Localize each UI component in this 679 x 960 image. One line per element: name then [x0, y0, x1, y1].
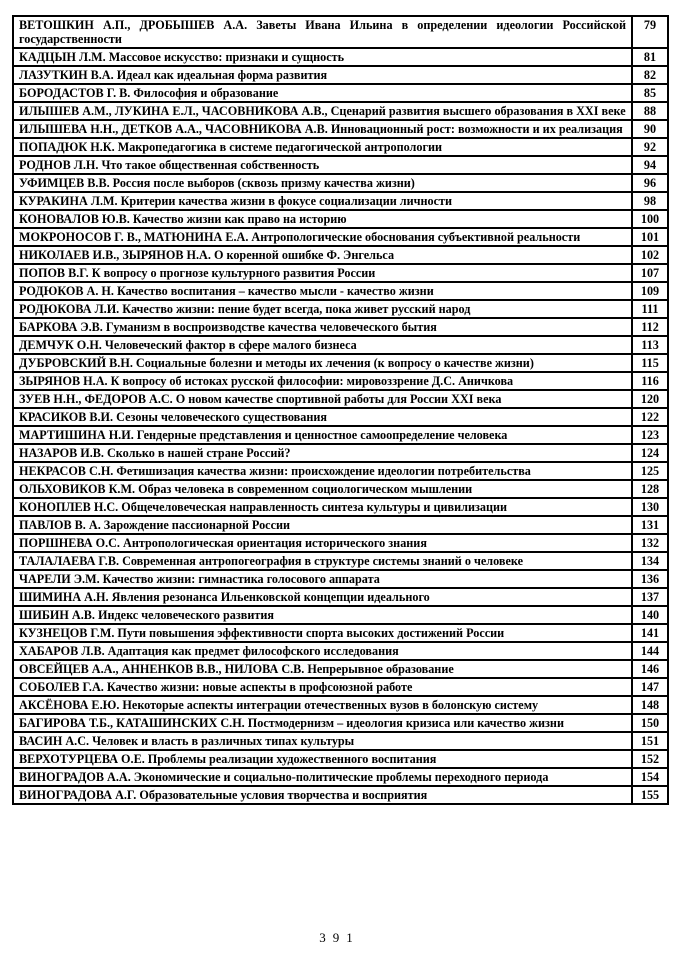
table-row	[13, 408, 668, 426]
table-row	[13, 570, 668, 588]
table-row	[13, 336, 668, 354]
entry-page-number: 111	[632, 300, 668, 318]
entry-text: ИЛЫШЕВ А.М., ЛУКИНА Е.Л., ЧАСОВНИКОВА А.В., Сценарий развития высшего образования в XXI веке	[13, 102, 632, 120]
footer-page-number: 391	[319, 930, 360, 945]
entry-text: ДЕМЧУК О.Н. Человеческий фактор в сфере малого бизнеса	[13, 336, 632, 354]
entry-page-number: 144	[632, 642, 668, 660]
entry-page-number: 102	[632, 246, 668, 264]
entry-page-number: 116	[632, 372, 668, 390]
entry-page-number: 109	[632, 282, 668, 300]
entry-page-number: 107	[632, 264, 668, 282]
entry-page-number: 82	[632, 66, 668, 84]
table-row	[13, 768, 668, 786]
entry-text: СОБОЛЕВ Г.А. Качество жизни: новые аспекты в профсоюзной работе	[13, 678, 632, 696]
table-row	[13, 552, 668, 570]
entry-text: ПАВЛОВ В. А. Зарождение пассионарной России	[13, 516, 632, 534]
entry-page-number: 140	[632, 606, 668, 624]
table-row	[13, 318, 668, 336]
entry-text: БАРКОВА Э.В. Гуманизм в воспроизводстве качества человеческого бытия	[13, 318, 632, 336]
table-row	[13, 498, 668, 516]
entry-text: БОРОДАСТОВ Г. В. Философия и образование	[13, 84, 632, 102]
entry-page-number: 88	[632, 102, 668, 120]
entry-text: ПОПАДЮК Н.К. Макропедагогика в системе педагогической антропологии	[13, 138, 632, 156]
entry-text: НИКОЛАЕВ И.В., ЗЫРЯНОВ Н.А. О коренной ошибке Ф. Энгельса	[13, 246, 632, 264]
table-row	[13, 192, 668, 210]
entry-text: МАРТИШИНА Н.И. Гендерные представления и ценностное самоопределение человека	[13, 426, 632, 444]
entry-text: ОЛЬХОВИКОВ К.М. Образ человека в современном социологическом мышлении	[13, 480, 632, 498]
entry-text: РОДНОВ Л.Н. Что такое общественная собственность	[13, 156, 632, 174]
entry-page-number: 100	[632, 210, 668, 228]
table-row	[13, 120, 668, 138]
entry-text: КАДЦЫН Л.М. Массовое искусство: признаки и сущность	[13, 48, 632, 66]
entry-text: ТАЛАЛАЕВА Г.В. Современная антропогеография в структуре системы знаний о человеке	[13, 552, 632, 570]
table-row	[13, 732, 668, 750]
entry-text: КУЗНЕЦОВ Г.М. Пути повышения эффективности спорта высоких достижений России	[13, 624, 632, 642]
entry-text: РОДЮКОВА Л.И. Качество жизни: пение будет всегда, пока живет русский народ	[13, 300, 632, 318]
table-row	[13, 642, 668, 660]
table-row	[13, 138, 668, 156]
entry-page-number: 112	[632, 318, 668, 336]
table-row	[13, 372, 668, 390]
entry-text: РОДЮКОВ А. Н. Качество воспитания – качество мысли - качество жизни	[13, 282, 632, 300]
entry-page-number: 125	[632, 462, 668, 480]
toc-table	[12, 15, 669, 805]
entry-text: ПОПОВ В.Г. К вопросу о прогнозе культурного развития России	[13, 264, 632, 282]
entry-text: ШИБИН А.В. Индекс человеческого развития	[13, 606, 632, 624]
entry-page-number: 92	[632, 138, 668, 156]
entry-page-number: 90	[632, 120, 668, 138]
table-row	[13, 786, 668, 804]
entry-text: ВЕРХОТУРЦЕВА О.Е. Проблемы реализации художественного воспитания	[13, 750, 632, 768]
table-row	[13, 174, 668, 192]
entry-text: МОКРОНОСОВ Г. В., МАТЮНИНА Е.А. Антропологические обоснования субъективной реальности	[13, 228, 632, 246]
entry-page-number: 94	[632, 156, 668, 174]
table-row	[13, 84, 668, 102]
table-row	[13, 516, 668, 534]
entry-page-number: 115	[632, 354, 668, 372]
entry-text: ХАБАРОВ Л.В. Адаптация как предмет философского исследования	[13, 642, 632, 660]
entry-text: НАЗАРОВ И.В. Сколько в нашей стране Россий?	[13, 444, 632, 462]
toc-body	[13, 16, 668, 804]
entry-text: ЗЫРЯНОВ Н.А. К вопросу об истоках русской философии: мировоззрение Д.С. Аничкова	[13, 372, 632, 390]
entry-text: КОНОВАЛОВ Ю.В. Качество жизни как право на историю	[13, 210, 632, 228]
entry-page-number: 79	[632, 16, 668, 48]
entry-page-number: 113	[632, 336, 668, 354]
table-row	[13, 696, 668, 714]
entry-page-number: 120	[632, 390, 668, 408]
table-row	[13, 390, 668, 408]
entry-page-number: 123	[632, 426, 668, 444]
entry-page-number: 154	[632, 768, 668, 786]
entry-text: ВЕТОШКИН А.П., ДРОБЫШЕВ А.А. Заветы Ивана Ильина в определении идеологии Российской государственности	[13, 16, 632, 48]
table-row	[13, 624, 668, 642]
entry-text: ЗУЕВ Н.Н., ФЕДОРОВ А.С. О новом качестве спортивной работы для России XXI века	[13, 390, 632, 408]
table-row	[13, 228, 668, 246]
table-row	[13, 102, 668, 120]
entry-text: ОВСЕЙЦЕВ А.А., АННЕНКОВ В.В., НИЛОВА С.В. Непрерывное образование	[13, 660, 632, 678]
entry-text: НЕКРАСОВ С.Н. Фетишизация качества жизни: происхождение идеологии потребительства	[13, 462, 632, 480]
table-row	[13, 588, 668, 606]
entry-text: ВИНОГРАДОВА А.Г. Образовательные условия творчества и восприятия	[13, 786, 632, 804]
entry-text: ШИМИНА А.Н. Явления резонанса Ильенковской концепции идеального	[13, 588, 632, 606]
entry-page-number: 148	[632, 696, 668, 714]
table-row	[13, 282, 668, 300]
table-row	[13, 156, 668, 174]
entry-page-number: 151	[632, 732, 668, 750]
entry-page-number: 134	[632, 552, 668, 570]
entry-page-number: 141	[632, 624, 668, 642]
entry-text: КОНОПЛЕВ Н.С. Общечеловеческая направленность синтеза культуры и цивилизации	[13, 498, 632, 516]
table-row	[13, 354, 668, 372]
entry-text: КРАСИКОВ В.И. Сезоны человеческого существования	[13, 408, 632, 426]
table-row	[13, 264, 668, 282]
entry-page-number: 85	[632, 84, 668, 102]
entry-page-number: 150	[632, 714, 668, 732]
table-row	[13, 48, 668, 66]
table-row	[13, 714, 668, 732]
entry-page-number: 128	[632, 480, 668, 498]
entry-text: ВИНОГРАДОВ А.А. Экономические и социально-политические проблемы переходного периода	[13, 768, 632, 786]
table-row	[13, 534, 668, 552]
table-row	[13, 210, 668, 228]
table-row	[13, 678, 668, 696]
table-row	[13, 66, 668, 84]
table-row	[13, 462, 668, 480]
table-row	[13, 660, 668, 678]
entry-text: БАГИРОВА Т.Б., КАТАШИНСКИХ С.Н. Постмодернизм – идеология кризиса или качество жизни	[13, 714, 632, 732]
entry-page-number: 155	[632, 786, 668, 804]
entry-page-number: 131	[632, 516, 668, 534]
table-row	[13, 444, 668, 462]
entry-text: ВАСИН А.С. Человек и власть в различных типах культуры	[13, 732, 632, 750]
entry-page-number: 136	[632, 570, 668, 588]
entry-page-number: 132	[632, 534, 668, 552]
table-row	[13, 246, 668, 264]
entry-page-number: 130	[632, 498, 668, 516]
table-row	[13, 480, 668, 498]
entry-text: КУРАКИНА Л.М. Критерии качества жизни в фокусе социализации личности	[13, 192, 632, 210]
entry-page-number: 96	[632, 174, 668, 192]
entry-text: ДУБРОВСКИЙ В.Н. Социальные болезни и методы их лечения (к вопросу о качестве жизни)	[13, 354, 632, 372]
table-row	[13, 300, 668, 318]
entry-text: ЛАЗУТКИН В.А. Идеал как идеальная форма развития	[13, 66, 632, 84]
entry-text: ИЛЫШЕВА Н.Н., ДЕТКОВ А.А., ЧАСОВНИКОВА А.В. Инновационный рост: возможности и их реализация	[13, 120, 632, 138]
entry-text: УФИМЦЕВ В.В. Россия после выборов (сквозь призму качества жизни)	[13, 174, 632, 192]
entry-page-number: 137	[632, 588, 668, 606]
entry-page-number: 81	[632, 48, 668, 66]
entry-page-number: 152	[632, 750, 668, 768]
entry-text: ПОРШНЕВА О.С. Антропологическая ориентация исторического знания	[13, 534, 632, 552]
entry-page-number: 124	[632, 444, 668, 462]
table-row	[13, 606, 668, 624]
table-row	[13, 16, 668, 48]
entry-page-number: 122	[632, 408, 668, 426]
entry-page-number: 146	[632, 660, 668, 678]
table-row	[13, 750, 668, 768]
entry-text: ЧАРЕЛИ Э.М. Качество жизни: гимнастика голосового аппарата	[13, 570, 632, 588]
entry-page-number: 98	[632, 192, 668, 210]
entry-page-number: 147	[632, 678, 668, 696]
entry-text: АКСЁНОВА Е.Ю. Некоторые аспекты интеграции отечественных вузов в болонскую систему	[13, 696, 632, 714]
entry-page-number: 101	[632, 228, 668, 246]
table-row	[13, 426, 668, 444]
